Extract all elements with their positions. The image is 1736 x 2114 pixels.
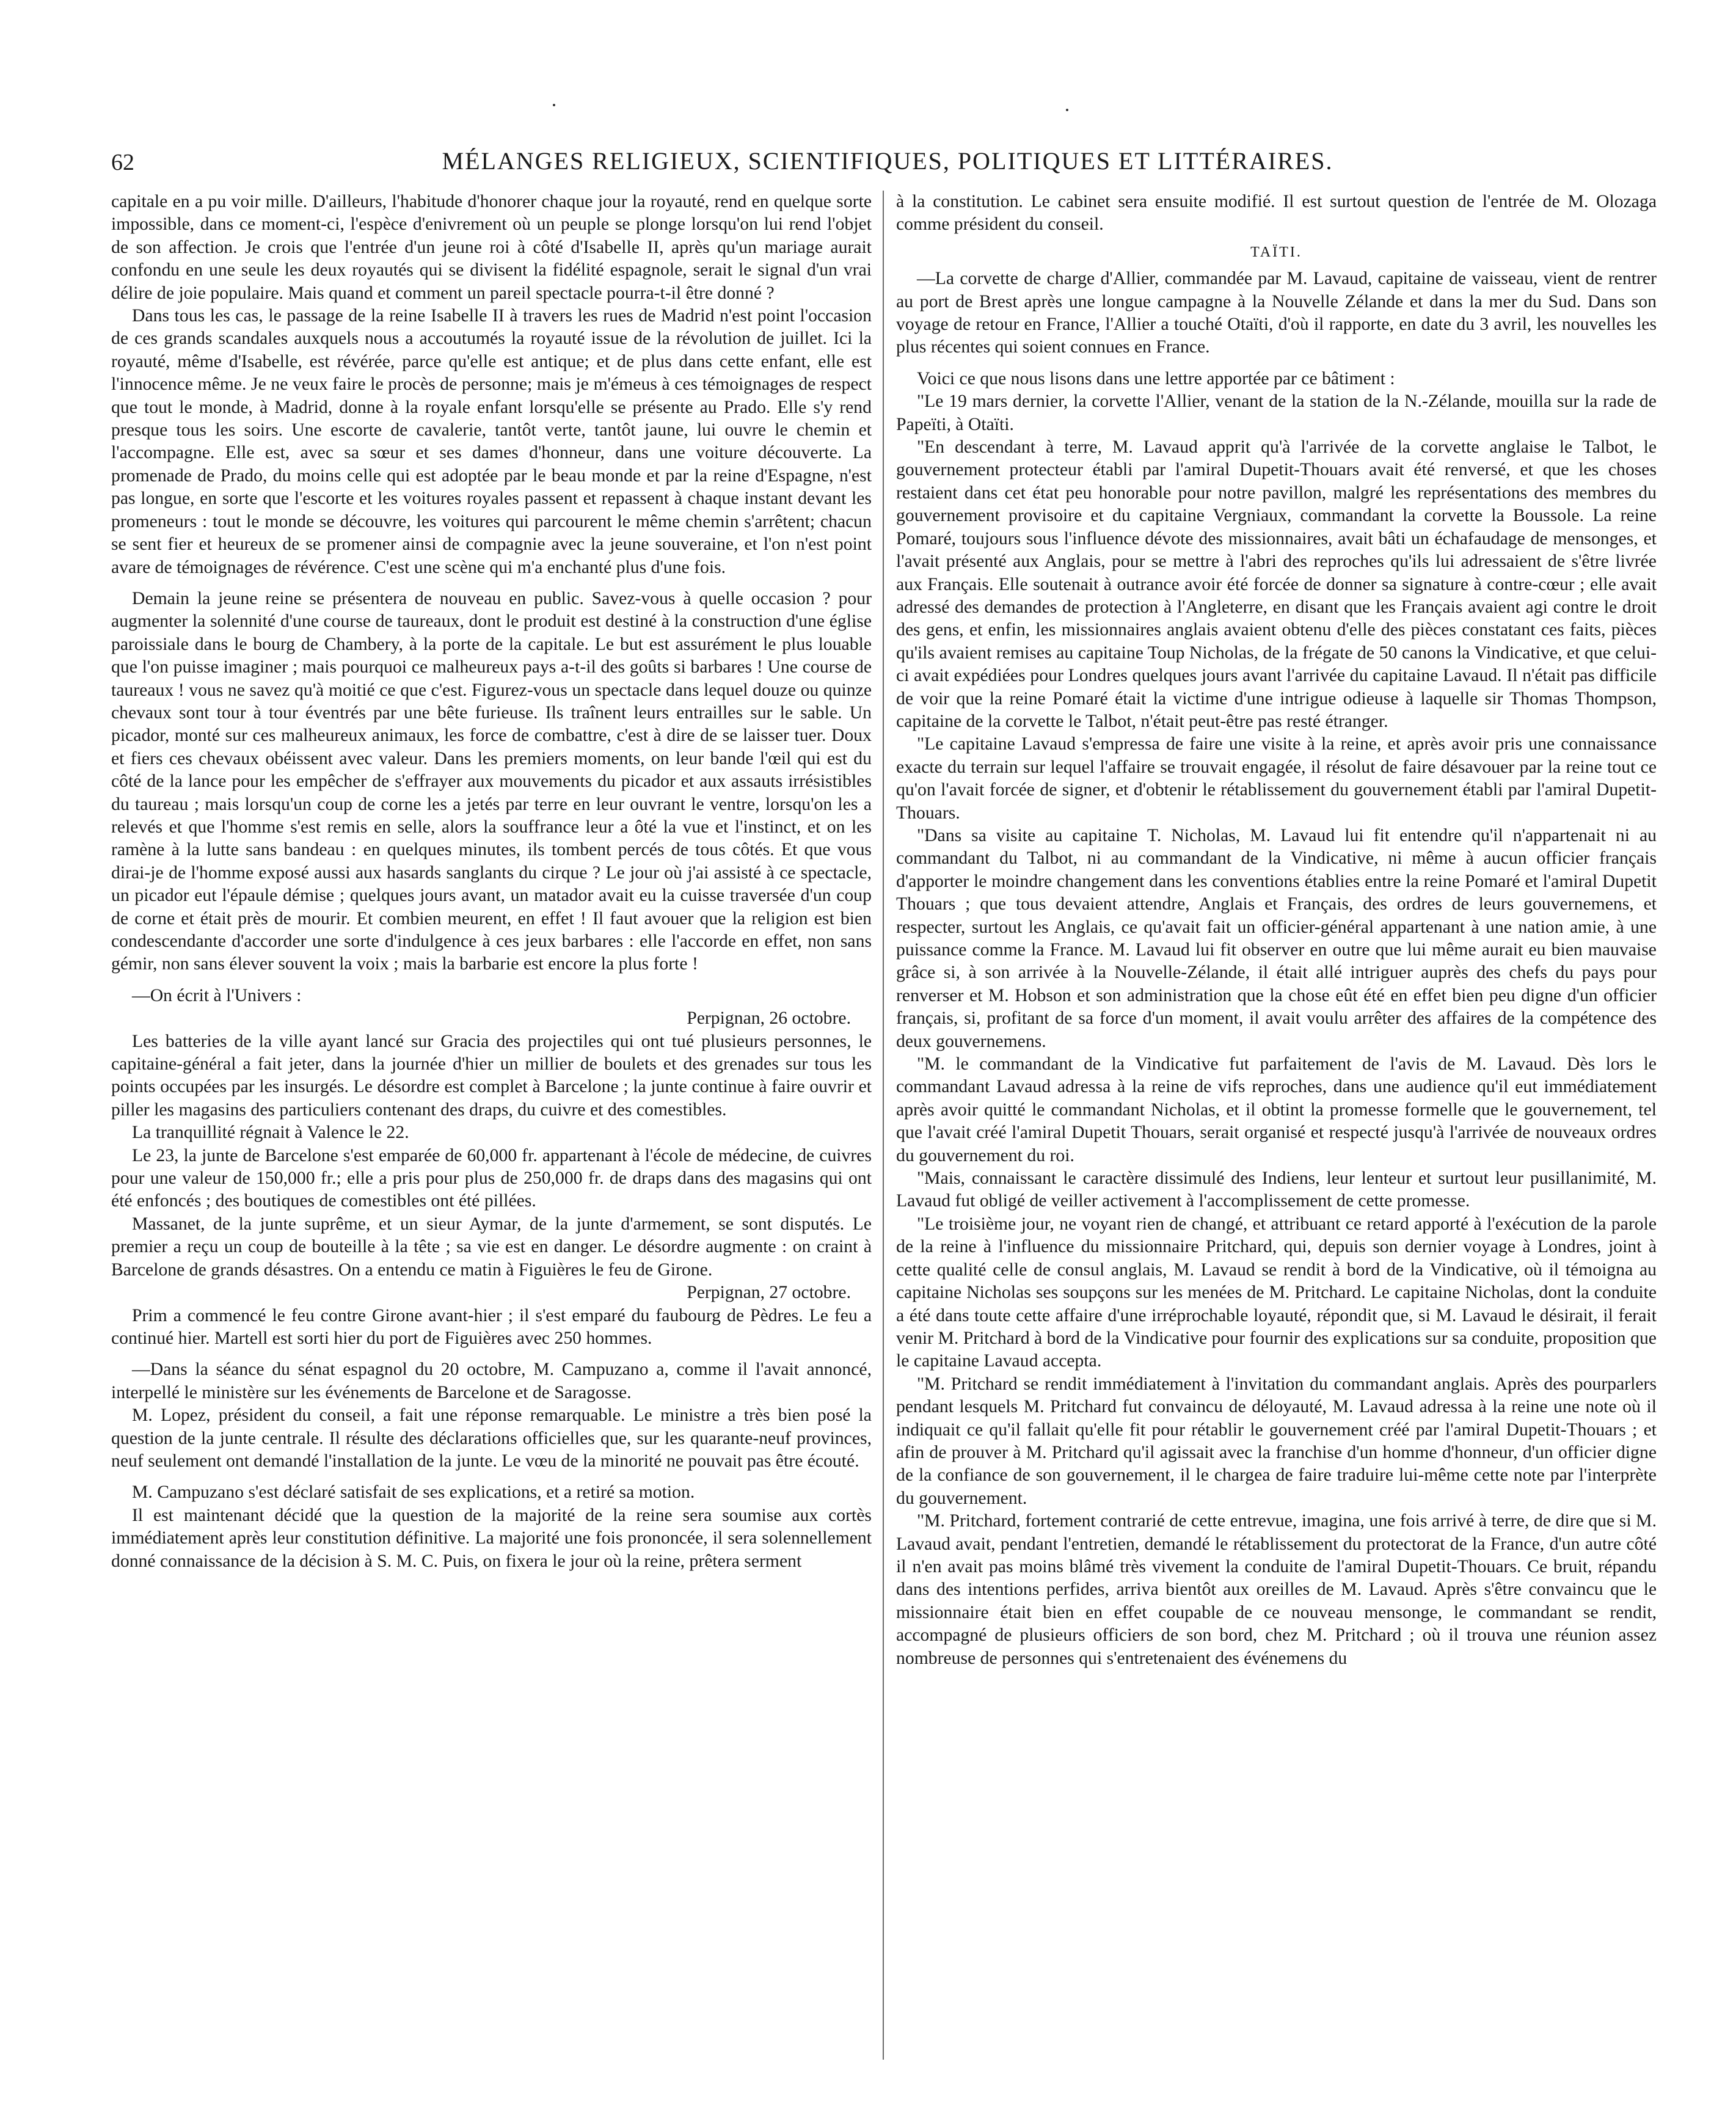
paragraph: "Le capitaine Lavaud s'empressa de faire une visite à la reine, et après avoir pris une connaissance exacte du terrain sur lequel l'affaire se trouvait engagée, il résolut de faire désavouer par la reine tout ce qu'on l'avait forcée de signer, et d'obtenir le rétablissement du gouvernement établi par l'amiral Dupetit-Thouars. (896, 734, 1657, 823)
running-title: MÉLANGES RELIGIEUX, SCIENTIFIQUES, POLITIQUES ET LITTÉRAIRES. (442, 147, 1333, 175)
paragraph: "Dans sa visite au capitaine T. Nicholas, M. Lavaud lui fit entendre qu'il n'appartenait ni au commandant du Talbot, ni au commandant de la Vindicative, ni même à aucun officier français d'apporter le moindre changement dans les conventions établies entre la reine Pomaré et l'amiral Dupetit Thouars ; que tous devaient attendre, Anglais et Français, des ordres de leurs gouvernemens, et respecter, surtout les Anglais, ce qu'avait fait un officier-général appartenant à une nation amie, à une puissance comme la France. M. Lavaud lui fit observer en outre que lui même aurait eu bien mauvaise grâce si, à son arrivée à la Nouvelle-Zélande, il était allé intriguer auprès des chefs du pays pour renverser et M. Hobson et son administration que la chose eût été en effet bien peu digne d'un officier français, si, profitant de sa force d'un moment, il avait voulu arrêter des affaires de la compétence des deux gouvernemens. (896, 825, 1657, 1051)
page-number: 62 (111, 150, 134, 175)
paragraph: Demain la jeune reine se présentera de nouveau en public. Savez-vous à quelle occasion ? pour augmenter la solennité d'une course de taureaux, dont le produit est destiné à la construction d'une église paroissiale dans le bourg de Chambery, à la porte de la capitale. Le but est assurément le plus louable que l'on puisse imaginer ; mais pourquoi ce malheureux pays a-t-il des goûts si barbares ! Une course de taureaux ! vous ne savez qu'à moitié ce que c'est. Figurez-vous un spectacle dans lequel douze ou quinze chevaux sont tour à tour éventrés par une bête furieuse. Ils traînent leurs entrailles sur le sable. Un picador, monté sur ces malheureux animaux, les force de combattre, c'est à dire de se laisser tuer. Doux et fiers ces chevaux obéissent avec valeur. Dans les premiers moments, on leur bande l'œil qui est du côté de la lance pour les empêcher de s'effrayer aux mouvements du picador et aux assauts irrésistibles du taureau ; mais lorsqu'un coup de corne les a jetés par terre en leur ouvrant le ventre, lorsqu'on les a relevés et que l'homme s'est remis en selle, alors la souffrance leur a ôté la vue et l'instinct, et on les ramène à la lutte sans bandeau : en quelques minutes, ils tombent percés de tous côtés. Et que vous dirai-je de l'homme exposé aussi aux hasards sanglants du cirque ? Le jour où j'ai assisté à ce spectacle, un picador eut l'épaule démise ; quelques jours avant, un matador avait eu la cuisse traversée d'un coup de corne et était près de mourir. Et combien meurent, en effet ! Il faut avouer que la religion est bien condescendante d'accorder une sorte d'indulgence à ces jeux barbares : elle l'accorde en effet, non sans gémir, non sans élever souvent la voix ; mais la barbarie est encore la plus forte ! (111, 588, 872, 974)
paragraph: Massanet, de la junte suprême, et un sieur Aymar, de la junte d'armement, se sont disputés. Le premier a reçu un coup de bouteille à la tête ; sa vie est en danger. Le désordre augmente : on craint à Barcelone de grands désastres. On a entendu ce matin à Figuières le feu de Girone. (111, 1214, 872, 1280)
paragraph: "Le troisième jour, ne voyant rien de changé, et attribuant ce retard apporté à l'exécution de la parole de la reine à l'influence du missionnaire Pritchard, qui, depuis son dernier voyage à Londres, joint à cette qualité celle de consul anglais, M. Lavaud se rendit à bord de la Vindicative, où il témoigna au capitaine Nicholas ses soupçons sur les menées de M. Pritchard. Le capitaine Nicholas, dont la conduite a été dans toute cette affaire d'une irréprochable loyauté, répondit que, si M. Lavaud le désirait, il ferait venir M. Pritchard à bord de la Vindicative pour fournir des explications sur sa conduite, proposition que le capitaine Lavaud accepta. (896, 1214, 1657, 1371)
paragraph: à la constitution. Le cabinet sera ensuite modifié. Il est surtout question de l'entrée de M. Olozaga comme président du conseil. (896, 192, 1657, 235)
paragraph: "M. le commandant de la Vindicative fut parfaitement de l'avis de M. Lavaud. Dès lors le commandant Lavaud adressa à la reine de vifs reproches, dans une audience qu'il eut immédiatement après avoir quitté le commandant Nicholas, et il obtint la promesse formelle que le gouvernement, tel que l'avait créé l'amiral Dupetit Thouars, serait organisé et respecté jusqu'à l'arrivée de nouveaux ordres du gouvernement du roi. (896, 1054, 1657, 1165)
print-speck (1066, 109, 1068, 111)
paragraph: "En descendant à terre, M. Lavaud apprit qu'à l'arrivée de la corvette anglaise le Talbot, le gouvernement protecteur établi par l'amiral Dupetit-Thouars avait été renversé, et que les choses restaient dans cet état peu honorable pour notre pavillon, malgré les représentations des membres du gouvernement provisoire et du capitaine Vergniaux, commandant la corvette la Boussole. La reine Pomaré, toujours sous l'influence dévote des missionnaires, avait bâti un échafaudage de mensonges, et l'avait présenté aux Anglais, pour se mettre à l'abri des reproches qu'ils lui adressaient de s'être livrée aux Français. Elle soutenait à outrance avoir été forcée de donner sa signature à contre-cœur ; elle avait adressé des demandes de protection à l'Angleterre, en disant que les Français avaient agi contre le droit des gens, et enfin, les missionnaires anglais avaient obtenu d'elle des pièces constatant ces faits, pièces qu'ils avaient remises au capitaine Toup Nicholas, de la frégate de 50 canons la Vindicative, et que celui-ci avait expédiées pour Londres quelques jours avant l'arrivée du capitaine Lavaud. Il n'était pas difficile de voir que la reine Pomaré était la victime d'une intrigue odieuse à laquelle sir Thomas Thompson, capitaine de la corvette le Talbot, n'était peut-être pas resté étranger. (896, 437, 1657, 731)
paragraph: "Le 19 mars dernier, la corvette l'Allier, venant de la station de la N.-Zélande, mouilla sur la rade de Papeïti, à Otaïti. (896, 392, 1657, 434)
paragraph: Dans tous les cas, le passage de la reine Isabelle II à travers les rues de Madrid n'est point l'occasion de ces grands scandales auxquels nous a accoutumés la royauté issue de la révolution de juillet. Ici la royauté, même d'Isabelle, est révérée, parce qu'elle est antique; et de plus dans cette enfant, elle est l'innocence même. Je ne veux faire le procès de personne; mais je m'émeus à ces témoignages de respect que tout le monde, à Madrid, donne à la royale enfant lorsqu'elle se présente au Prado. Elle s'y rend presque tous les soirs. Une escorte de cavalerie, tantôt verte, tantôt jaune, lui ouvre le chemin et l'accompagne. Elle est, avec sa sœur et ses dames d'honneur, dans une voiture découverte. La promenade de Prado, du moins celle qui est adoptée par le beau monde et par la reine d'Espagne, n'est pas longue, en sorte que l'escorte et les voitures royales passent et repassent à chaque instant devant les promeneurs : tout le monde se découvre, les voitures qui parcourent le même chemin s'arrêtent; chacun se sent fier et heureux de se promener ainsi de compagnie avec la jeune souveraine, et l'on n'est point avare de témoignages de révérence. C'est une scène qui m'a enchanté plus d'une fois. (111, 306, 872, 577)
paragraph: Les batteries de la ville ayant lancé sur Gracia des projectiles qui ont tué plusieurs personnes, le capitaine-général a fait jeter, dans la journée d'hier un millier de boulets et des grenades sur tous les points occupées par les insurgés. Le désordre est complet à Barcelone ; la junte continue à faire ouvrir et piller les magasins des particuliers contenant des draps, du cuivre et des comestibles. (111, 1031, 872, 1120)
paragraph: —On écrit à l'Univers : (132, 985, 302, 1005)
paragraph: capitale en a pu voir mille. D'ailleurs, l'habitude d'honorer chaque jour la royauté, rend en quelque sorte impossible, dans ce moment-ci, l'espèce d'enivrement où un peuple se plonge lorsqu'on lui rend l'objet de son affection. Je crois que l'entrée d'un jeune roi à côté d'Isabelle II, après qu'un mariage aurait confondu en une seule les deux royautés qui se divisent la fidélité espagnole, serait le signal d'un vrai délire de joie populaire. Mais quand et comment un pareil spectacle pourra-t-il être donné ? (111, 192, 872, 303)
dateline: Perpignan, 26 octobre. (687, 1008, 851, 1029)
paragraph: Prim a commencé le feu contre Girone avant-hier ; il s'est emparé du faubourg de Pèdres. Le feu a continué hier. Martell est sorti hier du port de Figuières avec 250 hommes. (111, 1305, 872, 1348)
print-speck (553, 104, 555, 106)
paragraph: —Dans la séance du sénat espagnol du 20 octobre, M. Campuzano a, comme il l'avait annoncé, interpellé le ministère sur les événements de Barcelone et de Saragosse. (111, 1360, 872, 1402)
paragraph: M. Lopez, président du conseil, a fait une réponse remarquable. Le ministre a très bien posé la question de la junte centrale. Il résulte des déclarations officielles que, sur les quarante-neuf provinces, neuf seulement ont demandé l'installation de la junte. Le vœu de la minorité ne pouvait pas être écouté. (111, 1405, 872, 1471)
paragraph: Il est maintenant décidé que la question de la majorité de la reine sera soumise aux cortès immédiatement après leur constitution définitive. La majorité une fois prononcée, il sera solennellement donné connaissance de la décision à S. M. C. Puis, on fixera le jour où la reine, prêtera serment (111, 1505, 872, 1571)
paragraph: —La corvette de charge d'Allier, commandée par M. Lavaud, capitaine de vaisseau, vient de rentrer au port de Brest après une longue campagne à la Nouvelle Zélande et dans la mer du Sud. Dans son voyage de retour en France, l'Allier a touché Otaïti, d'où il rapporte, en date du 3 avril, les nouvelles les plus récentes qui soient connues en France. (896, 269, 1657, 357)
paragraph: "Mais, connaissant le caractère dissimulé des Indiens, leur lenteur et surtout leur pusillanimité, M. Lavaud fut obligé de veiller activement à l'accomplissement de cette promesse. (896, 1168, 1657, 1211)
left-column (111, 191, 872, 2059)
page-header (111, 147, 1664, 183)
paragraph: M. Campuzano s'est déclaré satisfait de ses explications, et a retiré sa motion. (132, 1482, 695, 1503)
dateline: Perpignan, 27 octobre. (687, 1283, 851, 1303)
section-heading: TAÏTI. (1250, 244, 1302, 260)
paragraph: "M. Pritchard, fortement contrarié de cette entrevue, imagina, une fois arrivé à terre, de dire que si M. Lavaud avait, pendant l'entretien, demandé le rétablissement du protectorat de la France, d'un autre côté il n'en avait pas moins blâmé très vivement la conduite de l'amiral Dupetit-Thouars. Ce bruit, répandu dans des intentions perfides, arriva bientôt aux oreilles de M. Lavaud. Après s'être convaincu que le missionnaire était bien en effet coupable de ce nouveau mensonge, le commandant se rendit, accompagné de plusieurs officiers de son bord, chez M. Pritchard ; où il trouva une réunion assez nombreuse de personnes qui s'entretenaient des événemens du (896, 1511, 1657, 1668)
column-divider (883, 191, 884, 2060)
paragraph: "M. Pritchard se rendit immédiatement à l'invitation du commandant anglais. Après des pourparlers pendant lesquels M. Pritchard fut convaincu de déloyauté, M. Lavaud adressa à la reine une note où il indiquait ce qu'il fallait qu'elle fit pour rétablir le gouvernement créé par l'amiral Dupetit-Thouars ; et afin de prouver à M. Pritchard qu'il agissait avec la franchise d'un homme d'honneur, d'un officier digne de la confiance de son gouvernement, il le chargea de faire traduire lui-même cette note par l'interprète du gouvernement. (896, 1374, 1657, 1508)
right-column (896, 191, 1657, 2059)
paragraph: La tranquillité régnait à Valence le 22. (132, 1123, 409, 1143)
paragraph: Le 23, la junte de Barcelone s'est emparée de 60,000 fr. appartenant à l'école de médecine, de cuivres pour une valeur de 150,000 fr.; elle a pris pour plus de 250,000 fr. de draps dans des magasins qui ont été enfoncés ; des boutiques de comestibles ont été pillées. (111, 1145, 872, 1211)
paragraph: Voici ce que nous lisons dans une lettre apportée par ce bâtiment : (917, 368, 1395, 388)
